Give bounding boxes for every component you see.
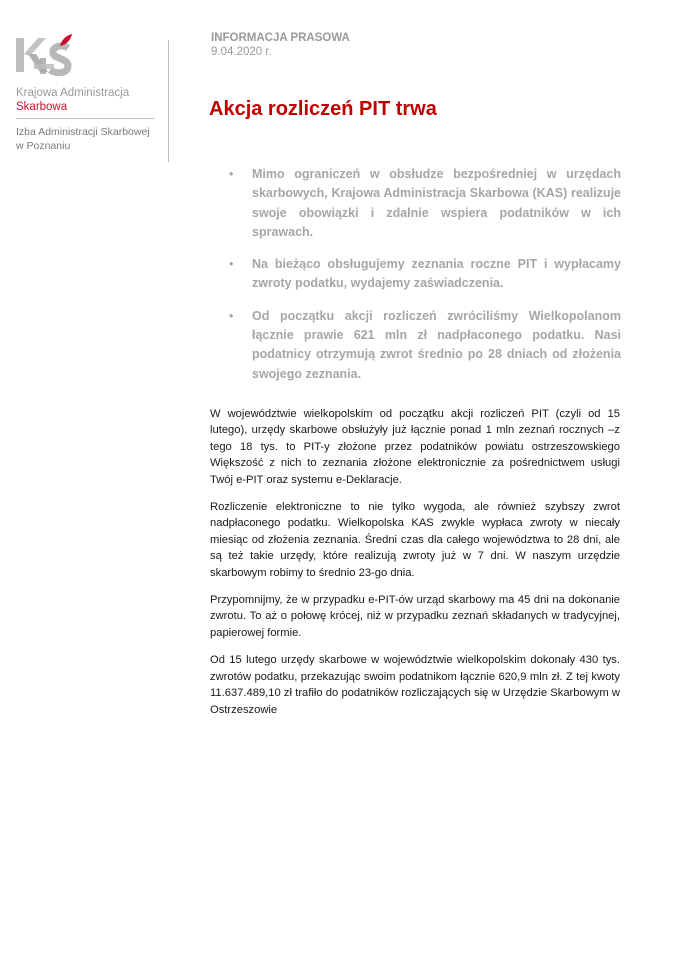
- body-paragraph: Przypomnijmy, że w przypadku e-PIT-ów urząd skarbowy ma 45 dni na dokonanie zwrotu. To aż o połowę krócej, niż w przypadku zeznań składanych w tradycyjnej, papierowej formie.: [210, 594, 620, 639]
- highlight-item: [229, 255, 621, 294]
- org-name-line2: Skarbowa: [16, 101, 68, 113]
- highlight-text: Na bieżąco obsługujemy zeznania roczne PIT i wypłacamy zwroty podatku, wydajemy zaświadczenia.: [252, 257, 621, 291]
- bullet-icon: •: [229, 308, 234, 323]
- vertical-divider: [168, 40, 169, 162]
- document-kicker: INFORMACJA PRASOWA: [211, 32, 350, 44]
- body-paragraph: W województwie wielkopolskim od początku akcji rozliczeń PIT (czyli od 15 lutego), urzędy skarbowe obsłużyły już łącznie ponad 1 mln zeznań rocznych –z tego 18 tys. to PIT-y złożone przez podatników powiatu ostrzeszowskiego Większość z nich to zeznania złożone elektronicznie za pośrednictwem usługi Twój e-PIT oraz systemu e-Deklaracje.: [210, 408, 620, 486]
- highlight-item: [229, 165, 621, 242]
- highlight-item: [229, 307, 621, 384]
- highlight-text: Mimo ograniczeń w obsłudze bezpośredniej w urzędach skarbowych, Krajowa Administracja Skarbowa (KAS) realizuje swoje obowiązki i zdalnie wspiera podatników w ich sprawach.: [252, 167, 621, 239]
- kas-logo: [16, 34, 74, 76]
- sidebar-divider: [16, 118, 154, 119]
- highlight-text: Od początku akcji rozliczeń zwróciliśmy Wielkopolanom łącznie prawie 621 mln zł nadpłaconego podatku. Nasi podatnicy otrzymują zwrot średnio po 28 dniach od złożenia swojego zeznania.: [252, 308, 621, 381]
- document-date: 9.04.2020 r.: [211, 46, 272, 58]
- org-name-line1: Krajowa Administracja: [16, 87, 130, 99]
- unit-name-line2: w Poznaniu: [16, 140, 71, 152]
- bullet-icon: •: [229, 257, 234, 272]
- bullet-icon: •: [229, 167, 234, 181]
- body-paragraph: Od 15 lutego urzędy skarbowe w województwie wielkopolskim dokonały 430 tys. zwrotów podatku, przekazując swoim podatnikom łącznie 620,9 mln zł. Z tej kwoty 11.637.489,10 zł trafiło do podatników rozliczających się w Urzędzie Skarbowym w Ostrzeszowie: [210, 654, 620, 716]
- unit-name-line1: Izba Administracji Skarbowej: [16, 126, 150, 138]
- body-text: [210, 406, 620, 729]
- highlights-list: [229, 165, 621, 397]
- document-title: Akcja rozliczeń PIT trwa: [209, 98, 437, 120]
- body-paragraph: Rozliczenie elektroniczne to nie tylko wygoda, ale również szybszy zwrot nadpłaconego podatku. Wielkopolska KAS zwykle wypłaca zwroty w niecały miesiąc od złożenia zeznania. Średni czas dla całego województwa to 28 dni, ale są też takie urzędy, które realizują zwroty już w 7 dni. W naszym urzędzie skarbowym robimy to średnio 23-go dnia.: [210, 501, 620, 579]
